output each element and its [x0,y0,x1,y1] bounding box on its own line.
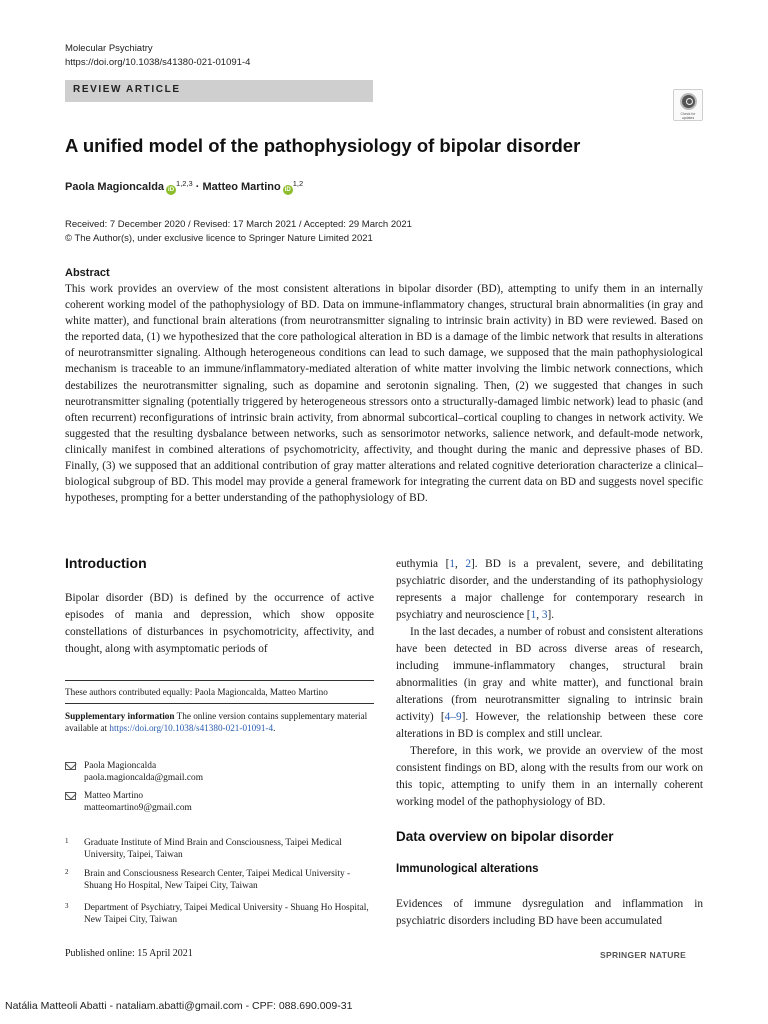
copyright-notice: © The Author(s), under exclusive licence to Springer Nature Limited 2021 [65,233,373,244]
article-dates [65,218,412,246]
supplementary-label: Supplementary information [65,711,175,721]
abstract-heading: Abstract [65,267,110,279]
correspondence-name: Paola Magioncalda [84,761,157,771]
citation-link[interactable]: 1 [530,609,537,621]
correspondence-email[interactable]: paola.magioncalda@gmail.com [84,773,204,784]
introduction-left-text: Bipolar disorder (BD) is defined by the occurrence of active episodes of mania and depression, which show opposite constellations of disturbances in psychomotricity, affectivity, and thought, along with asymptomatic periods of [65,592,374,655]
affiliation-number: 2 [65,868,69,876]
check-updates-icon [680,93,697,110]
envelope-icon [65,762,76,770]
citation-link[interactable]: 1 [449,558,456,570]
introduction-heading: Introduction [65,555,147,571]
paragraph: euthymia [1, 2]. BD is a prevalent, severe, and debilitating psychiatric disorder, and the understanding of its pathophysiology represents a major challenge for contemporary research in psychiatry and neuroscience [1, 3]. [396,558,704,621]
published-date: Published online: 15 April 2021 [65,948,193,959]
introduction-right-column [396,556,703,811]
received-dates: Received: 7 December 2020 / Revised: 17 March 2021 / Accepted: 29 March 2021 [65,219,412,230]
citation-link[interactable]: 2 [465,558,472,570]
journal-header [65,42,250,70]
citation-link[interactable]: 3 [541,609,548,621]
author-name[interactable]: Paola Magioncalda [65,181,165,193]
author-name[interactable]: Matteo Martino [202,181,281,193]
affiliation-number: 3 [65,902,69,910]
equal-contribution-note: These authors contributed equally: Paola Magioncalda, Matteo Martino [65,687,328,697]
author-affiliation-marks: 1,2,3 [176,179,193,188]
immunological-text: Evidences of immune dysregulation and inflammation in psychiatric disorders including BD have been accumulated [396,898,703,927]
supplementary-info: Supplementary information The online version contains supplementary material available at https://doi.org/10.1038/s41380-021-01091-4. [65,711,368,734]
article-title: A unified model of the pathophysiology of bipolar disorder [65,135,581,156]
check-updates-label: Check for updates [680,112,696,120]
springer-nature-logo: SPRINGER NATURE [600,950,687,960]
author-separator: · [192,181,203,193]
orcid-icon[interactable]: iD [168,187,175,193]
citation-link[interactable]: 4–9 [444,711,462,723]
author-list [65,179,303,195]
paragraph: In the last decades, a number of robust and consistent alterations have been detected in BD across diverse areas of research, including immune-inflammatory changes, structural brain abnormalities (in gray and white matter), and functional brain alterations (from neurotransmitter signaling to intrinsic brain activity) [4–9]. However, the relationship between these core alterations in BD is complex and still unclear. [396,626,703,740]
article-type-label: REVIEW ARTICLE [73,84,181,95]
doi-link[interactable]: https://doi.org/10.1038/s41380-021-01091-4 [65,57,251,68]
author-affiliation-marks: 1,2 [292,179,304,188]
correspondence-email[interactable]: matteomartino9@gmail.com [84,803,192,814]
data-overview-heading: Data overview on bipolar disorder [396,829,614,844]
footnote-divider [65,703,374,704]
immunological-subheading: Immunological alterations [396,863,539,875]
orcid-icon[interactable]: iD [284,187,291,193]
download-watermark: Natália Matteoli Abatti - nataliam.abatti@gmail.com - CPF: 088.690.009-31 [5,1000,353,1012]
affiliation-number: 1 [65,837,69,845]
journal-name: Molecular Psychiatry [65,43,153,54]
affiliation-text: Department of Psychiatry, Taipei Medical University - Shuang Ho Hospital, New Taipei City, Taiwan [84,903,369,926]
affiliation-text: Brain and Consciousness Research Center, Taipei Medical University - Shuang Ho Hospital, New Taipei City, Taiwan [84,869,351,892]
affiliation-text: Graduate Institute of Mind Brain and Consciousness, Taipei Medical University, Taipei, Taiwan [84,838,342,861]
paragraph: Therefore, in this work, we provide an overview of the most consistent findings on BD, along with the results from our work on this topic, attempting to unify them in an internally coherent working model of the pathophysiology of BD. [396,745,703,808]
correspondence-name: Matteo Martino [84,791,144,801]
supplementary-link[interactable]: https://doi.org/10.1038/s41380-021-01091-4 [109,723,274,734]
envelope-icon [65,792,76,800]
check-for-updates-badge[interactable] [673,89,703,121]
abstract-text: This work provides an overview of the most consistent alterations in bipolar disorder (BD), attempting to unify them in an internally coherent working model of the pathophysiology of BD. Data on immune-inflammatory changes, structural brain abnormalities (in gray and white matter), and functional brain alterations (from neurotransmitter signaling to intrinsic brain activity) in BD were reviewed. Based on the reported data, (1) we hypothesized that the core pathological alteration in BD is a damage of the limbic network that results in alterations of neurotransmitter signaling. Although heterogeneous conditions can lead to such damage, we supposed that the main pathophysiological mechanism is traceable to an immune/inflammatory-mediated alteration of white matter involving the limbic network connections, which destabilizes the neurotransmitter signaling, such as dopamine and serotonin signaling. Then, (2) we suggested that changes in such neurotransmitter signaling (potentially triggered by heterogeneous stressors onto a structurally-damaged limbic network) lead to phasic (and often recurrent) reconfigurations of intrinsic brain activity, from abnormal subcortical–cortical coupling to changes in network activity. We suggested that the resulting dysbalance between networks, such as sensorimotor networks, salience network, and default-mode network, clinically manifest in combined alterations of psychomotricity, affectivity, and thought during the manic and depressive phases of BD. Finally, (3) we supposed that an additional contribution of gray matter alterations and related cognitive deterioration characterize a clinical–biological subgroup of BD. This model may provide a general framework for integrating the current data on BD and suggests novel specific hypotheses, prompting for a better understanding of the pathophysiology of BD. [65,283,703,505]
footnote-divider [65,680,374,681]
